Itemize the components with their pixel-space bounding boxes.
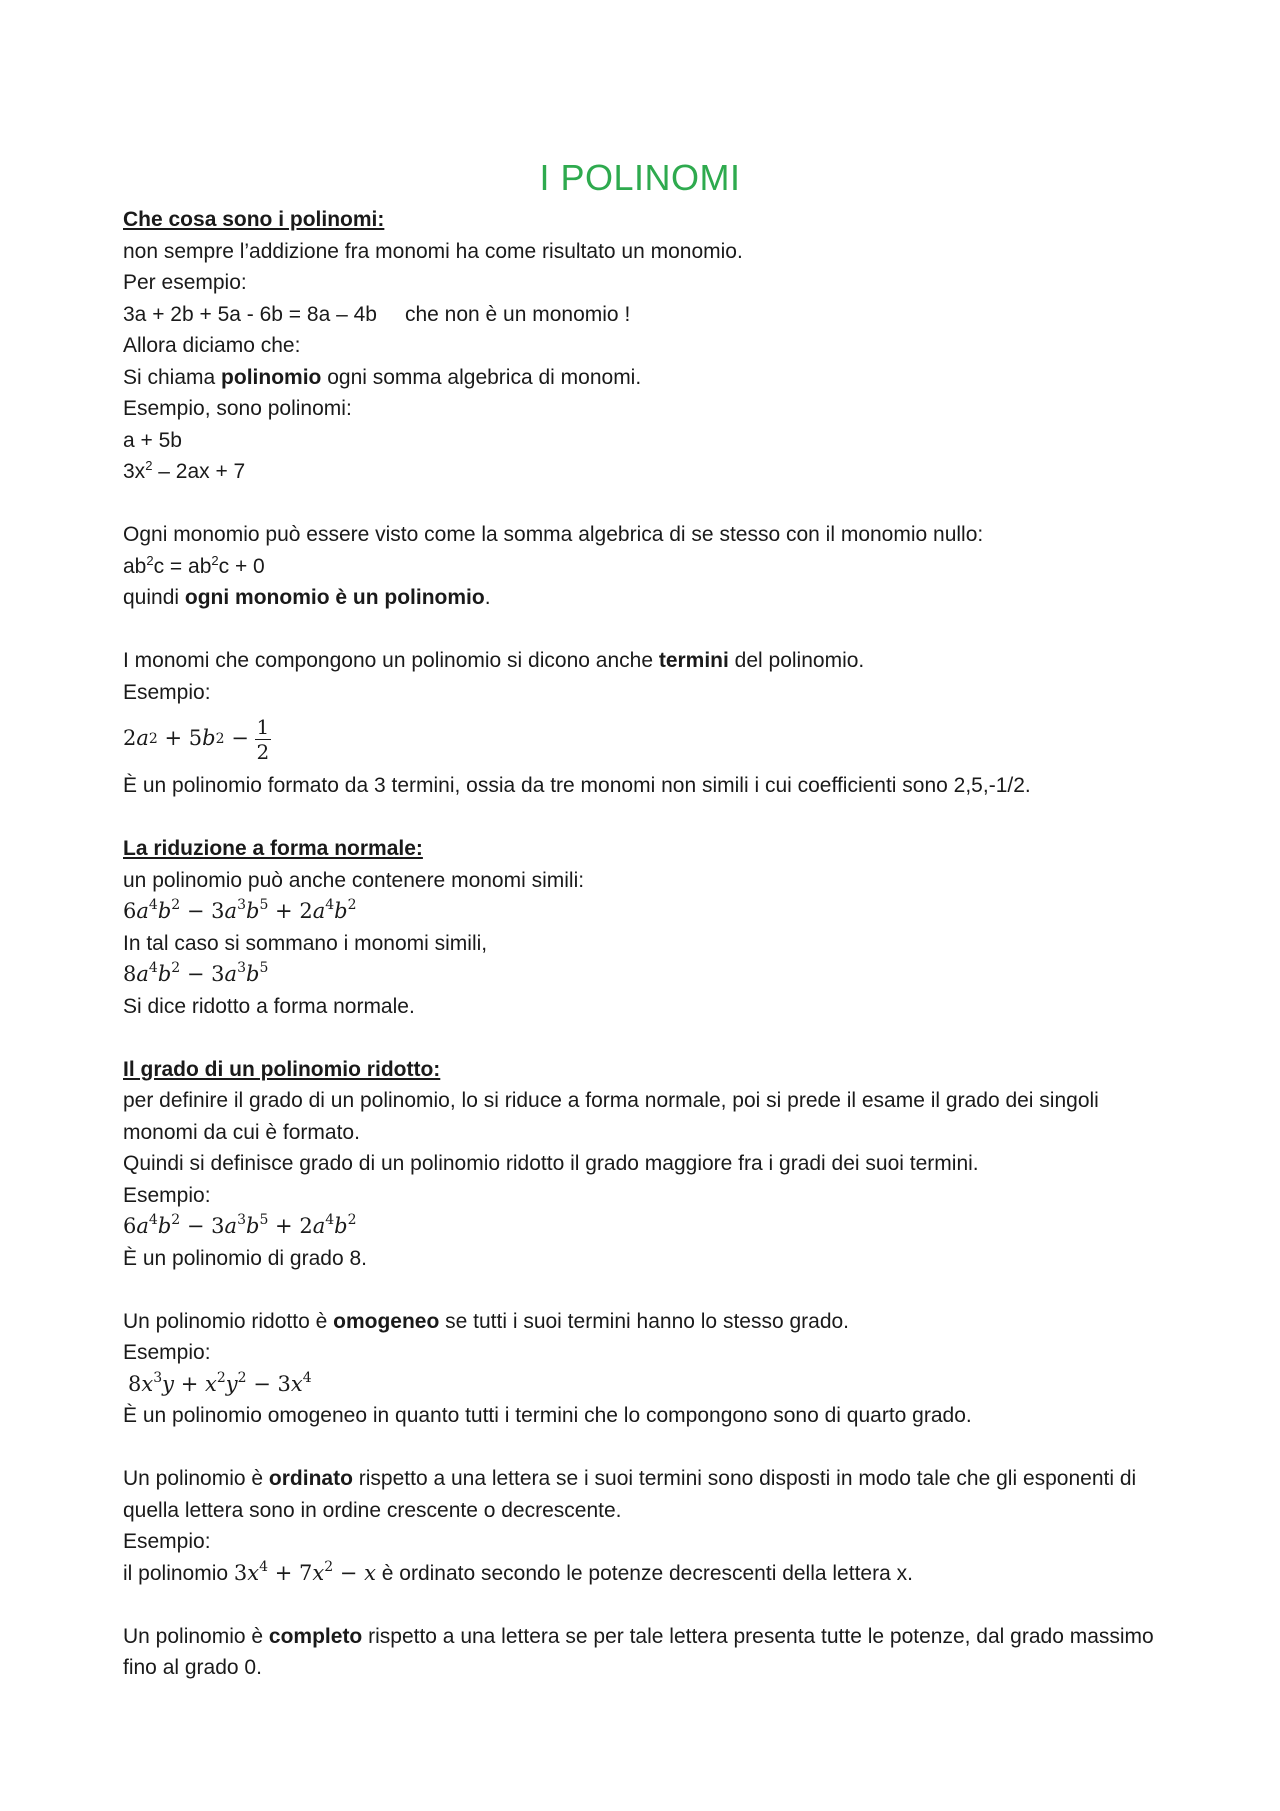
- exponent: 4: [148, 897, 158, 913]
- text-run: Un polinomio è: [123, 1467, 269, 1490]
- text-run: 3x: [123, 460, 146, 483]
- blank-line: [123, 1589, 1163, 1621]
- paragraph-line: Allora diciamo che:: [123, 334, 301, 357]
- math-coef: 3: [233, 1560, 248, 1585]
- exponent: 5: [259, 960, 269, 976]
- math-op: +: [157, 726, 189, 751]
- paragraph-line: [123, 645, 1163, 677]
- math-var: x: [290, 1371, 303, 1396]
- math-expression: [123, 1211, 1163, 1243]
- math-op: −: [224, 726, 249, 751]
- paragraph-line: Si dice ridotto a forma normale.: [123, 994, 415, 1018]
- text-run: se tutti i suoi termini hanno lo stesso grado.: [439, 1309, 850, 1333]
- paragraph-multiline: [123, 1621, 1163, 1684]
- blank-line: [123, 1432, 1163, 1464]
- fraction: [255, 715, 271, 764]
- text-run: è ordinato secondo le potenze decrescenti della lettera x.: [375, 1561, 913, 1585]
- math-expression: [123, 1369, 1163, 1401]
- math-coef: 2: [299, 899, 313, 923]
- math-expression: [123, 959, 1163, 991]
- math-coef: 7: [298, 1560, 313, 1585]
- blank-line: [123, 1022, 1163, 1054]
- math-coef: 3: [211, 962, 225, 986]
- text-run: il polinomio: [123, 1561, 234, 1585]
- math-coef: 3: [211, 899, 225, 923]
- math-var: b: [202, 726, 216, 751]
- math-var: b: [245, 962, 260, 986]
- math-op: −: [180, 962, 212, 986]
- exponent: 3: [237, 1212, 246, 1228]
- bold-term: termini: [658, 649, 729, 672]
- math-var: x: [204, 1371, 217, 1396]
- text-run: ab: [123, 554, 147, 578]
- math-var: b: [157, 1214, 172, 1238]
- math-expression: [123, 896, 1163, 928]
- exponent: 2: [347, 1212, 357, 1228]
- conclusion-line: [123, 582, 1163, 614]
- text-run: ogni somma algebrica di monomi.: [321, 365, 642, 389]
- text-run: rispetto a una lettera se per tale lettera presenta tutte le potenze, dal grado massimo fino al grado 0.: [123, 1624, 1154, 1679]
- math-coef: 2: [123, 726, 137, 751]
- paragraph-line: Esempio:: [123, 1341, 211, 1364]
- text-run: del polinomio.: [728, 649, 865, 672]
- math-coef: 3: [277, 1371, 291, 1396]
- exponent: 2: [211, 552, 219, 568]
- exponent: 4: [302, 1369, 312, 1386]
- section-heading-what-are-polynomials: Che cosa sono i polinomi:: [123, 208, 385, 231]
- text-run: c = ab: [153, 554, 212, 578]
- bold-term: ogni monomio è un polinomio: [184, 586, 485, 609]
- paragraph-line: Ogni monomio può essere visto come la somma algebrica di se stesso con il monomio nullo:: [123, 523, 984, 546]
- math-op: +: [174, 1371, 205, 1396]
- fraction-denominator: 2: [256, 739, 270, 764]
- paragraph-line: Per esempio:: [123, 271, 247, 294]
- text-run: rispetto a una lettera se i suoi termini sono disposti in modo tale che gli esponenti di quella lettera sono in ordine crescente o decrescente.: [123, 1467, 1137, 1522]
- text-run: .: [484, 586, 491, 609]
- text-run: Un polinomio è: [123, 1624, 269, 1648]
- paragraph-line: Quindi si definisce grado di un polinomio ridotto il grado maggiore fra i gradi dei suoi termini.: [123, 1152, 979, 1175]
- math-var: x: [312, 1560, 325, 1585]
- exponent: 2: [237, 1369, 247, 1386]
- exponent: 4: [259, 1558, 269, 1575]
- exponent: 3: [237, 897, 246, 913]
- math-coef: 6: [123, 1214, 137, 1238]
- paragraph-line-with-math: [123, 1558, 1163, 1590]
- paragraph-line: [123, 1306, 1163, 1338]
- paragraph-line: un polinomio può anche contenere monomi simili:: [123, 868, 585, 892]
- math-var: a: [136, 962, 149, 986]
- exponent: 3: [153, 1369, 163, 1386]
- paragraph-multiline: per definire il grado di un polinomio, lo si riduce a forma normale, poi si prede il esame il grado dei singoli monomi da cui è formato.: [123, 1089, 1099, 1144]
- exponent: 5: [259, 897, 269, 913]
- paragraph-line: Esempio:: [123, 1530, 211, 1553]
- math-expression-fraction: 2 a 2 + 5 b 2 − $\frac{1}{2}$: [123, 714, 270, 764]
- math-op: −: [180, 1214, 212, 1238]
- blank-line: [123, 802, 1163, 834]
- math-var: b: [334, 899, 348, 923]
- math-var: y: [162, 1371, 175, 1396]
- math-var: x: [141, 1371, 154, 1396]
- math-var: a: [136, 899, 149, 923]
- expression-note: che non è un monomio !: [404, 302, 631, 326]
- bold-term: polinomio: [221, 365, 322, 389]
- exponent: 2: [171, 960, 181, 976]
- exponent: 2: [146, 552, 154, 568]
- exponent: 2: [216, 1369, 226, 1386]
- paragraph-multiline: [123, 1463, 1163, 1526]
- expression-text: 3a + 2b + 5a - 6b = 8a – 4b: [123, 302, 377, 326]
- math-var: b: [245, 1214, 260, 1238]
- exponent: 2: [171, 1212, 181, 1228]
- math-var: a: [136, 1214, 149, 1238]
- blank-line: [123, 1274, 1163, 1306]
- exponent: 4: [148, 960, 158, 976]
- blank-line: [123, 614, 1163, 646]
- math-op: −: [246, 1371, 278, 1396]
- math-op: −: [333, 1560, 365, 1585]
- paragraph-line: Esempio:: [123, 680, 211, 704]
- math-coef: 5: [188, 726, 203, 751]
- paragraph-line: Esempio:: [123, 1183, 211, 1207]
- bold-term: omogeneo: [333, 1309, 440, 1333]
- bold-term: ordinato: [268, 1467, 353, 1490]
- exponent: 4: [325, 1212, 335, 1228]
- exponent: 2: [145, 458, 153, 473]
- math-op: −: [180, 899, 212, 923]
- text-run: Un polinomio ridotto è: [123, 1309, 334, 1333]
- exponent: 2: [171, 897, 181, 913]
- section-heading-normal-form: La riduzione a forma normale:: [123, 837, 423, 860]
- math-var: a: [224, 1214, 238, 1238]
- math-var: x: [247, 1560, 260, 1585]
- math-op: +: [268, 1560, 299, 1585]
- definition-line: [123, 362, 1163, 394]
- exponent: 2: [347, 897, 357, 913]
- paragraph-line: In tal caso si sommano i monomi simili,: [123, 931, 488, 955]
- inline-math: [233, 1558, 376, 1585]
- math-coef: 8: [123, 962, 137, 986]
- exponent: 4: [325, 897, 335, 913]
- paragraph-line: È un polinomio di grado 8.: [123, 1246, 367, 1270]
- paragraph-line: Esempio, sono polinomi:: [123, 397, 352, 420]
- math-var: x: [364, 1560, 376, 1585]
- example-polynomial: [123, 456, 1163, 488]
- math-var: b: [245, 899, 260, 923]
- text-run: quindi: [123, 586, 185, 609]
- text-run: c + 0: [218, 554, 265, 578]
- math-coef: 3: [211, 1214, 225, 1238]
- math-var: b: [157, 899, 172, 923]
- paragraph-line: non sempre l’addizione fra monomi ha come risultato un monomio.: [123, 239, 743, 263]
- math-coef: 6: [123, 899, 137, 923]
- text-run: I monomi che compongono un polinomio si dicono anche: [123, 649, 659, 672]
- exponent: 5: [259, 1212, 269, 1228]
- text-run: – 2ax + 7: [152, 460, 246, 483]
- bold-term: completo: [268, 1624, 363, 1648]
- math-var: a: [224, 962, 238, 986]
- text-run: Si chiama: [123, 365, 222, 389]
- exponent: 3: [237, 960, 246, 976]
- page-title: I POLINOMI: [539, 157, 741, 198]
- document-body: [123, 204, 1163, 1684]
- math-coef: 2: [299, 1214, 313, 1238]
- math-op: +: [268, 1214, 300, 1238]
- math-coef: 8: [128, 1371, 142, 1396]
- section-heading-degree: Il grado di un polinomio ridotto:: [123, 1057, 441, 1081]
- exponent: 4: [148, 1212, 158, 1228]
- paragraph-line: È un polinomio formato da 3 termini, ossia da tre monomi non simili i cui coefficienti sono 2,5,-1/2.: [123, 774, 1031, 797]
- math-var: b: [157, 962, 172, 986]
- blank-line: [123, 488, 1163, 520]
- example-polynomial: a + 5b: [123, 428, 182, 452]
- math-var: a: [312, 1214, 326, 1238]
- exponent: 2: [324, 1558, 334, 1575]
- math-op: +: [268, 899, 300, 923]
- example-expression: [123, 299, 1163, 331]
- example-equation: [123, 551, 1163, 583]
- math-var: a: [136, 726, 149, 751]
- math-var: a: [312, 899, 326, 923]
- paragraph-line: È un polinomio omogeneo in quanto tutti i termini che lo compongono sono di quarto grado.: [123, 1404, 972, 1427]
- math-var: a: [224, 899, 238, 923]
- math-var: b: [334, 1214, 348, 1238]
- math-var: y: [225, 1371, 238, 1396]
- fraction-numerator: 1: [256, 714, 270, 739]
